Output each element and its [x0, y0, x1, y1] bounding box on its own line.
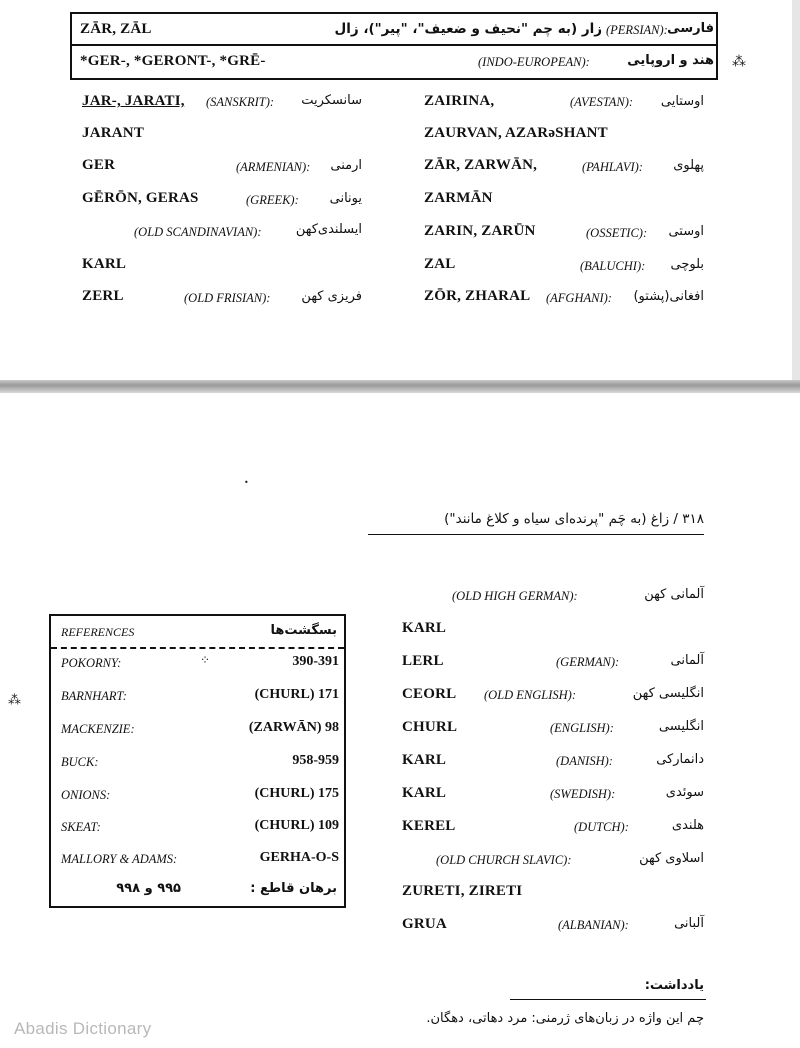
cognate-fa: انگلیسی: [658, 719, 704, 734]
cognate-lang: (DANISH):: [556, 754, 613, 768]
cognate-lang: (ENGLISH):: [550, 721, 614, 735]
persian-title: فارسی: [667, 21, 714, 36]
watermark: Abadis Dictionary: [14, 1019, 152, 1038]
entry-title: ۳۱۸ / زاغ (به چَم "پرنده‌ای سیاه و کلاغ مانند"): [444, 511, 704, 527]
cognate-latin: GRUA: [402, 916, 447, 932]
cognate-latin: CHURL: [402, 719, 458, 735]
reference-page: (CHURL) 109: [254, 818, 339, 833]
cognate-latin: KARL: [82, 256, 127, 272]
note-title: یادداشت:: [644, 978, 704, 993]
references-header-rule: [51, 647, 344, 649]
cognate-fa: آلمانی کهن: [644, 587, 704, 602]
page-edge: [792, 0, 800, 380]
cognate-latin: LERL: [402, 653, 444, 669]
cognate-latin: ZAL: [424, 256, 456, 272]
reference-page: 390-391: [292, 654, 339, 669]
cognate-fa: افغانی(پشتو): [633, 289, 704, 304]
cognate-latin: ZURETI, ZIRETI: [402, 883, 523, 899]
cognate-fa: انگلیسی کهن: [632, 686, 704, 701]
cognate-fa: اسلاوی کهن: [639, 851, 704, 866]
cognate-lang: (OLD FRISIAN):: [184, 291, 271, 305]
cognate-fa: آلبانی: [674, 916, 704, 931]
cognate-fa: پهلوی: [673, 158, 704, 173]
reference-row: [61, 718, 339, 746]
cognate-latin: KEREL: [402, 818, 456, 834]
cognate-fa: یونانی: [329, 191, 362, 206]
reference-source: POKORNY:: [61, 656, 122, 670]
cognate-latin: JAR-, JARATI,: [82, 93, 185, 109]
cognate-lang: (OLD ENGLISH):: [484, 688, 577, 702]
cognate-fa: ایسلندی‌کهن: [295, 222, 362, 237]
cognate-latin: ZERL: [82, 288, 124, 304]
cognate-lang: (OLD SCANDINAVIAN):: [134, 225, 262, 239]
cognate-latin: KARL: [402, 620, 447, 636]
ink-smudge: ⁂: [732, 54, 746, 70]
cognate-latin: JARANT: [82, 125, 145, 141]
burhan-value: ۹۹۵ و ۹۹۸: [116, 881, 181, 896]
reference-row: [61, 816, 339, 844]
cognate-fa: دانمارکی: [656, 752, 704, 767]
cognate-lang: (BALUCHI):: [580, 259, 646, 273]
reference-page: (ZARWĀN) 98: [248, 720, 339, 735]
ink-dot: •: [244, 478, 249, 487]
reference-row: [61, 848, 339, 876]
reference-row: [61, 685, 339, 713]
cognate-latin: KARL: [402, 752, 447, 768]
ink-smudge: ⁘: [200, 653, 211, 667]
cognate-fa: هلندی: [671, 818, 704, 833]
cognate-lang: (OLD HIGH GERMAN):: [452, 589, 578, 603]
cognate-fa: آلمانی: [670, 653, 704, 668]
note-text: چم این واژه در زبان‌های ژرمنی: مرد دهاتی، دهگان.: [426, 1011, 704, 1026]
reference-source: MALLORY & ADAMS:: [61, 852, 178, 866]
cognate-lang: (PAHLAVI):: [582, 160, 643, 174]
cognate-latin: ZAIRINA,: [424, 93, 495, 109]
cognate-latin: CEORL: [402, 686, 457, 702]
persian-row: [72, 14, 716, 46]
etymology-header-box: [70, 12, 718, 80]
indo-european-row: [72, 47, 716, 79]
ie-latin: *GER-, *GERONT-, *GRĒ-: [80, 53, 266, 69]
note-rule: [510, 999, 706, 1000]
cognate-lang: (ARMENIAN):: [236, 160, 311, 174]
cognate-fa: سوئدی: [665, 785, 704, 800]
entry-title-underline: [368, 534, 704, 535]
reference-source: BUCK:: [61, 755, 99, 769]
reference-page: 958-959: [292, 753, 339, 768]
reference-source: MACKENZIE:: [61, 722, 135, 736]
cognate-lang: (OSSETIC):: [586, 226, 648, 240]
cognate-fa: سانسکریت: [301, 93, 362, 108]
cognate-lang: (OLD CHURCH SLAVIC):: [436, 853, 572, 867]
cognate-lang: (DUTCH):: [574, 820, 629, 834]
cognate-fa: فریزی کهن: [301, 289, 362, 304]
reference-page: GERHA-O-S: [259, 850, 339, 865]
reference-row: [61, 751, 339, 779]
cognate-latin: ZARIN, ZARŪN: [424, 223, 536, 239]
cognate-latin: ZAURVAN, AZARəSHANT: [424, 125, 608, 141]
cognate-latin: KARL: [402, 785, 447, 801]
cognate-lang: (ALBANIAN):: [558, 918, 629, 932]
references-title-fa: بسگشت‌ها: [270, 623, 337, 638]
cognate-latin: GĒRŌN, GERAS: [82, 190, 199, 206]
cognate-latin: GER: [82, 157, 116, 173]
ink-smudge: ⁂: [8, 693, 21, 708]
ie-lang: (INDO-EUROPEAN):: [478, 55, 590, 69]
references-box: [49, 614, 346, 908]
reference-source: ONIONS:: [61, 788, 111, 802]
reference-page: (CHURL) 171: [254, 687, 339, 702]
cognate-fa: اوستایی: [660, 94, 704, 109]
references-title-en: REFERENCES: [61, 625, 135, 639]
persian-latin: ZĀR, ZĀL: [80, 21, 152, 37]
page-gap: [0, 380, 800, 393]
cognate-latin: ZĀR, ZARWĀN,: [424, 157, 538, 173]
persian-word: زار (به چم "نحیف و ضعیف"، "پیر")، زال: [334, 21, 602, 37]
cognate-lang: (SANSKRIT):: [206, 95, 275, 109]
burhan-label: برهان قاطع :: [250, 881, 337, 896]
cognate-latin: ZŌR, ZHARAL: [424, 288, 531, 304]
cognate-lang: (GREEK):: [246, 193, 299, 207]
persian-lang: (PERSIAN):: [606, 23, 668, 37]
cognate-lang: (AVESTAN):: [570, 95, 634, 109]
reference-source: BARNHART:: [61, 689, 127, 703]
cognate-latin: ZARMĀN: [424, 190, 493, 206]
cognate-lang: (GERMAN):: [556, 655, 620, 669]
cognate-lang: (SWEDISH):: [550, 787, 616, 801]
reference-source: SKEAT:: [61, 820, 101, 834]
dictionary-page-bottom: [0, 393, 800, 1048]
reference-page: (CHURL) 175: [254, 786, 339, 801]
cognate-fa: بلوچی: [670, 257, 704, 272]
ie-title: هند و اروپایی: [627, 53, 714, 68]
dictionary-page-top: [0, 0, 800, 380]
cognate-fa: ارمنی: [330, 158, 362, 173]
reference-row: [61, 784, 339, 812]
cognate-fa: اوستی: [668, 224, 704, 239]
cognate-lang: (AFGHANI):: [546, 291, 612, 305]
